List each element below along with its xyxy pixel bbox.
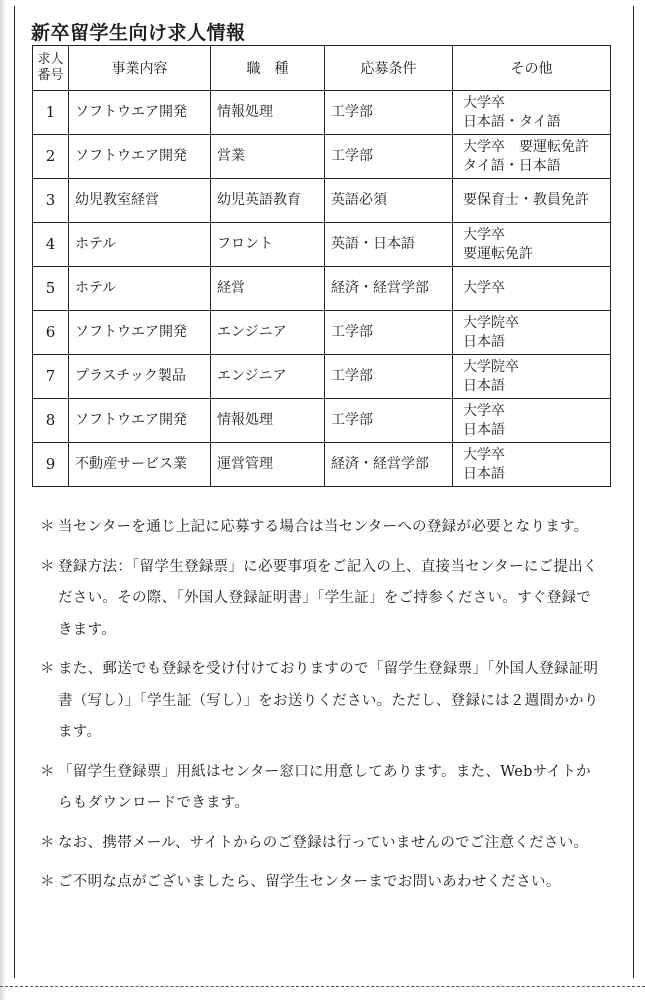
cell-other-line2: 日本語 [463,377,505,394]
cell-business: ソフトウエア開発 [69,135,211,179]
cell-other-line2: 要運転免許 [463,245,533,262]
cell-conditions: 経済・経営学部 [325,443,453,487]
notes-list [40,512,605,907]
cell-job-type: 情報処理 [211,399,325,443]
note-item [40,867,605,899]
header-conditions: 応募条件 [325,46,453,91]
asterisk-bullet-icon: ＊ [40,874,55,890]
cell-business: ソフトウエア開発 [69,91,211,135]
cell-conditions: 英語・日本語 [325,223,453,267]
note-item [40,552,605,647]
cell-other [453,311,611,355]
cell-other-line1: 大学卒 [463,226,505,243]
header-job-number-line1: 求人 [37,52,64,67]
note-text: また、郵送でも登録を受け付けておりますので「留学生登録票」「外国人登録証明書（写し）」「学生証（写し）」をお送りください。ただし、登録には２週間かかります。 [58,661,599,740]
cell-job-type: 経営 [211,267,325,311]
cell-conditions: 工学部 [325,399,453,443]
cell-other [453,135,611,179]
cell-job-number: 8 [33,399,69,443]
cell-other [453,267,611,311]
cell-job-number: 6 [33,311,69,355]
cell-other-line2: 日本語・タイ語 [463,113,561,130]
cell-job-number: 9 [33,443,69,487]
note-text: 当センターを通じ上記に応募する場合は当センターへの登録が必要となります。 [58,519,589,535]
cell-job-number: 2 [33,135,69,179]
page-title: 新卒留学生向け求人情報 [31,22,246,44]
job-listings-table [32,45,611,487]
cell-other [453,223,611,267]
asterisk-bullet-icon: ＊ [40,558,55,575]
table-row [33,399,611,443]
cell-other-line2: 日本語 [463,421,505,438]
note-item [40,757,605,820]
cell-business: ソフトウエア開発 [69,311,211,355]
header-job-number [33,46,69,91]
table-row [33,311,611,355]
cell-other-line1: 大学卒 [463,446,505,463]
asterisk-bullet-icon: ＊ [40,763,55,780]
cell-other-line2: 日本語 [463,465,505,482]
cell-other-line1: 要保育士・教員免許 [463,192,589,208]
cell-job-number: 3 [33,179,69,223]
table-row [33,135,611,179]
cell-other-line1: 大学卒 要運転免許 [463,138,589,155]
cell-other [453,91,611,135]
table-row [33,179,611,223]
cell-other [453,443,611,487]
note-item [40,828,605,860]
table-row [33,355,611,399]
cell-job-number: 5 [33,267,69,311]
cell-other-line2: 日本語 [463,333,505,350]
cell-other [453,355,611,399]
cell-other-line1: 大学卒 [463,94,505,111]
cell-other [453,399,611,443]
table-row [33,91,611,135]
asterisk-bullet-icon: ＊ [40,661,55,677]
cell-business: ソフトウエア開発 [69,399,211,443]
note-text: ご不明な点がございましたら、留学生センターまでお問いあわせください。 [58,874,561,890]
cut-line-divider [0,986,645,987]
cell-job-type: 情報処理 [211,91,325,135]
cell-other [453,179,611,223]
cell-conditions: 工学部 [325,135,453,179]
cell-conditions: 工学部 [325,91,453,135]
table-row [33,443,611,487]
table-row [33,267,611,311]
header-other: その他 [453,46,611,91]
cell-business: 幼児教室経営 [69,179,211,223]
note-text: 「留学生登録票」用紙はセンター窓口に用意してあります。また、Webサイトからもダウンロードできます。 [58,763,591,811]
cell-conditions: 工学部 [325,311,453,355]
cell-other-line1: 大学院卒 [463,314,519,331]
cell-business: ホテル [69,267,211,311]
note-text: 登録方法：「留学生登録票」に必要事項をご記入の上、直接当センターにご提出ください。その際、「外国人登録証明書」「学生証」をご持参ください。すぐ登録できます。 [58,558,598,638]
cell-job-type: 運営管理 [211,443,325,487]
cell-other-line1: 大学卒 [463,402,505,419]
cell-business: ホテル [69,223,211,267]
header-job-type: 職 種 [211,46,325,91]
note-item [40,512,605,544]
cell-job-number: 7 [33,355,69,399]
header-business: 事業内容 [69,46,211,91]
asterisk-bullet-icon: ＊ [40,834,55,851]
note-text: なお、携帯メール、サイトからのご登録は行っていませんのでご注意ください。 [58,834,589,851]
cell-other-line2: タイ語・日本語 [463,157,561,174]
header-job-number-line2: 番号 [37,68,64,83]
cell-business: プラスチック製品 [69,355,211,399]
table-header-row [33,46,611,91]
cell-other-line1: 大学院卒 [463,358,519,375]
cell-job-type: エンジニア [211,355,325,399]
scan-edge-shadow [0,0,6,1000]
cell-business: 不動産サービス業 [69,443,211,487]
cell-conditions: 経済・経営学部 [325,267,453,311]
cell-job-type: フロント [211,223,325,267]
cell-job-number: 4 [33,223,69,267]
cell-conditions: 英語必須 [325,179,453,223]
cell-job-type: 営業 [211,135,325,179]
table-row [33,223,611,267]
note-item [40,654,605,749]
cell-job-number: 1 [33,91,69,135]
cell-job-type: 幼児英語教育 [211,179,325,223]
cell-other-line1: 大学卒 [463,280,505,296]
asterisk-bullet-icon: ＊ [40,519,55,535]
cell-job-type: エンジニア [211,311,325,355]
cell-conditions: 工学部 [325,355,453,399]
